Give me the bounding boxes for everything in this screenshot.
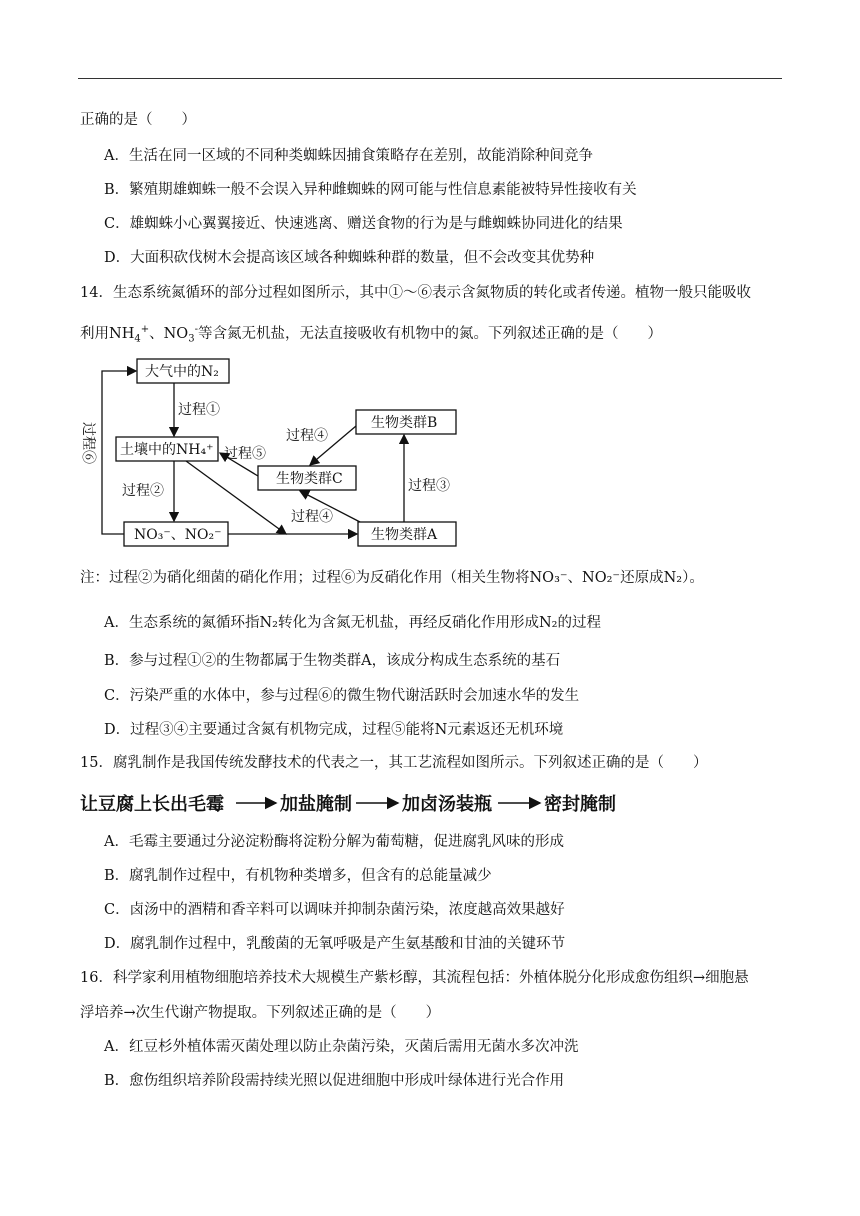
q14-option-d: D．过程③④主要通过含氮有机物完成，过程⑤能将N元素返还无机环境: [104, 722, 564, 738]
q16-option-a: A．红豆杉外植体需灭菌处理以防止杂菌污染，灭菌后需用无菌水多次冲洗: [104, 1039, 579, 1055]
label-process-6: 过程⑥: [80, 422, 96, 464]
label-process-1: 过程①: [178, 402, 220, 418]
label-process-4-upper: 过程④: [286, 428, 328, 444]
q14-stem-line2: 利用$NH_4^+$、$NO_3^-$等含氮无机盐，无法直接吸收有机物中的氮。下列叙述正确的是（ ）: [80, 324, 662, 345]
q15-option-c: C．卤汤中的酒精和香辛料可以调味并抑制杂菌污染，浓度越高效果越好: [104, 902, 565, 918]
header-rule: [78, 78, 782, 79]
q13-stem-tail: 正确的是（ ）: [80, 112, 196, 128]
q13-option-c: C．雄蜘蛛小心翼翼接近、快速逃离、赠送食物的行为是与雌蜘蛛协同进化的结果: [104, 216, 623, 232]
q16-stem-line2: 浮培养→次生代谢产物提取。下列叙述正确的是（ ）: [80, 1005, 441, 1021]
q13-option-b: B．繁殖期雄蜘蛛一般不会误入异种雌蜘蛛的网可能与性信息素能被特异性接收有关: [104, 182, 637, 198]
group-a-label: 生物类群A: [371, 527, 438, 543]
flow-step-4: 密封腌制: [544, 794, 616, 815]
n2-box-label: 大气中的N₂: [145, 364, 219, 380]
q15-option-d: D．腐乳制作过程中，乳酸菌的无氧呼吸是产生氨基酸和甘油的关键环节: [104, 936, 566, 952]
q15-option-b: B．腐乳制作过程中，有机物种类增多，但含有的总能量减少: [104, 868, 492, 884]
flow-step-1: 让豆腐上长出毛霉: [80, 794, 224, 815]
q16-option-b: B．愈伤组织培养阶段需持续光照以促进细胞中形成叶绿体进行光合作用: [104, 1073, 565, 1089]
label-process-3: 过程③: [408, 478, 450, 494]
flow-step-2: 加盐腌制: [280, 794, 352, 815]
q14-option-a: A．生态系统的氮循环指N₂转化为含氮无机盐，再经反硝化作用形成N₂的过程: [104, 615, 601, 631]
q15-stem: 15．腐乳制作是我国传统发酵技术的代表之一，其工艺流程如图所示。下列叙述正确的是（ ）: [80, 755, 708, 771]
q13-option-d: D．大面积砍伐树木会提高该区域各种蜘蛛种群的数量，但不会改变其优势种: [104, 250, 595, 266]
q16-stem-line1: 16．科学家利用植物细胞培养技术大规模生产紫杉醇，其流程包括：外植体脱分化形成愈伤组织→细胞悬: [80, 970, 749, 986]
label-process-5: 过程⑤: [224, 446, 266, 462]
nitrogen-cycle-diagram: [78, 352, 478, 552]
group-c-label: 生物类群C: [276, 471, 343, 487]
group-b-label: 生物类群B: [371, 415, 438, 431]
q14-note: 注：过程②为硝化细菌的硝化作用；过程⑥为反硝化作用（相关生物将NO₃⁻、NO₂⁻还原成N₂）。: [80, 570, 704, 586]
q15-option-a: A．毛霉主要通过分泌淀粉酶将淀粉分解为葡萄糖，促进腐乳风味的形成: [104, 834, 564, 850]
q14-option-b: B．参与过程①②的生物都属于生物类群A，该成分构成生态系统的基石: [104, 653, 561, 669]
no3-no2-label: NO₃⁻、NO₂⁻: [134, 527, 222, 543]
q14-option-c: C．污染严重的水体中，参与过程⑥的微生物代谢活跃时会加速水华的发生: [104, 688, 580, 704]
soil-nh4-box-label: 土壤中的NH₄⁺: [120, 442, 214, 458]
q13-option-a: A．生活在同一区域的不同种类蜘蛛因捕食策略存在差别，故能消除种间竞争: [104, 148, 593, 164]
label-process-2: 过程②: [122, 483, 164, 499]
label-process-4-lower: 过程④: [291, 509, 333, 525]
flow-step-3: 加卤汤装瓶: [402, 794, 492, 815]
q14-stem-line1: 14．生态系统氮循环的部分过程如图所示，其中①～⑥表示含氮物质的转化或者传递。植物一般只能吸收: [80, 285, 751, 301]
fermentation-flowchart: [80, 790, 640, 818]
